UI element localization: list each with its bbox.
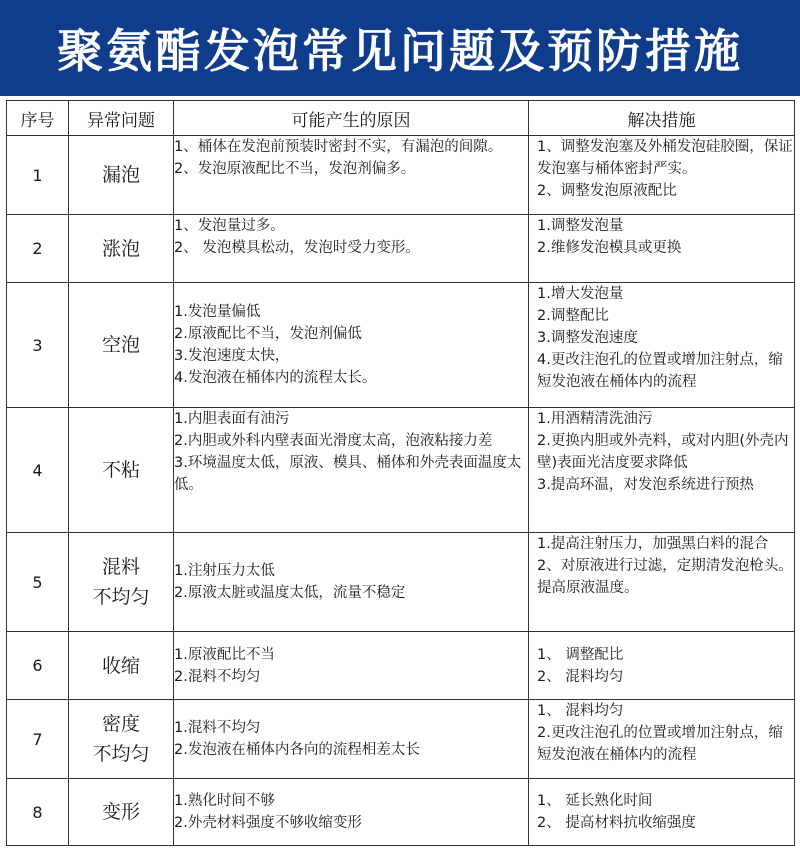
table-row [7, 283, 795, 408]
cause-item: 2、发泡原液配比不当，发泡剂偏多。 [174, 161, 416, 177]
fix-item: 1、调整发泡塞及外桶发泡硅胶圈，保证发泡塞与桶体密封严实。 [537, 139, 793, 177]
cause-cell [174, 283, 529, 408]
row-number: 4 [7, 408, 69, 533]
cause-item: 4.发泡液在桶体内的流程太长。 [174, 370, 377, 386]
fix-cell [529, 283, 795, 408]
title-banner [0, 0, 800, 96]
header-no: 序号 [7, 101, 69, 136]
fix-item: 2、 混料均匀 [537, 668, 624, 685]
table-row [7, 779, 795, 846]
issue-name [69, 408, 174, 533]
cause-item: 2、 发泡模具松动，发泡时受力变形。 [174, 240, 420, 256]
cause-item: 2.外壳材料强度不够收缩变形 [174, 815, 362, 831]
issue-label: 空泡 [101, 334, 140, 356]
table-row [7, 136, 795, 215]
fix-item: 1.增大发泡量 [537, 286, 624, 302]
fix-item: 2、对原液进行过滤，定期清发泡枪头。提高原液温度。 [537, 558, 793, 596]
cause-item: 2.发泡液在桶体内各向的流程相差太长 [174, 742, 420, 758]
issue-label: 不均匀 [92, 586, 150, 608]
fix-item: 1.提高注射压力，加强黑白料的混合 [537, 536, 769, 552]
cause-cell [174, 136, 529, 215]
fix-item: 2、 提高材料抗收缩强度 [537, 815, 696, 831]
header-cause: 可能产生的原因 [174, 101, 529, 136]
fix-item: 4.更改注泡孔的位置或增加注射点，缩短发泡液在桶体内的流程 [537, 352, 783, 390]
issue-name [69, 283, 174, 408]
issue-name [69, 779, 174, 846]
fix-cell [529, 533, 795, 632]
row-number: 8 [7, 779, 69, 846]
issue-label: 变形 [101, 801, 140, 823]
issue-label: 不粘 [101, 459, 140, 481]
cause-item: 1.混料不均匀 [174, 720, 261, 736]
row-number: 6 [7, 632, 69, 700]
fix-item: 1.用酒精清洗油污 [537, 411, 653, 427]
cause-item: 3.环境温度太低，原液、模具、桶体和外壳表面温度太低。 [174, 455, 522, 493]
cause-item: 2.原液太脏或温度太低，流量不稳定 [174, 585, 406, 601]
fix-cell [529, 779, 795, 846]
table-row [7, 408, 795, 533]
cause-cell [174, 408, 529, 533]
issue-label: 混料 [101, 556, 140, 578]
fix-item: 2.更换内胆或外壳料，或对内胆(外壳内壁)表面光洁度要求降低 [537, 433, 789, 471]
cause-item: 1、桶体在发泡前预装时密封不实，有漏泡的间隙。 [174, 139, 503, 155]
fix-item: 1、 调整配比 [537, 646, 624, 663]
problem-table [6, 100, 795, 846]
table-row [7, 700, 795, 779]
cause-item: 1.发泡量偏低 [174, 304, 261, 320]
row-number: 1 [7, 136, 69, 215]
fix-item: 2.调整配比 [537, 308, 609, 324]
fix-item: 1.调整发泡量 [537, 218, 624, 234]
cause-cell [174, 632, 529, 700]
fix-cell [529, 215, 795, 283]
cause-item: 2.原液配比不当，发泡剂偏低 [174, 326, 362, 342]
fix-item: 2、调整发泡原液配比 [537, 183, 677, 199]
header-issue: 异常问题 [69, 101, 174, 136]
issue-label: 漏泡 [101, 164, 140, 186]
header-fix: 解决措施 [529, 101, 795, 136]
row-number: 7 [7, 700, 69, 779]
fix-item: 1、 混料均匀 [537, 703, 624, 719]
fix-item: 2.更改注泡孔的位置或增加注射点，缩短发泡液在桶体内的流程 [537, 725, 783, 763]
table-row [7, 533, 795, 632]
cause-item: 2.内胆或外科内壁表面光滑度太高，泡液粘接力差 [174, 433, 493, 449]
cause-item: 1.注射压力太低 [174, 563, 275, 579]
fix-cell [529, 136, 795, 215]
cause-item: 1.熟化时间不够 [174, 793, 275, 809]
cause-cell [174, 215, 529, 283]
issue-name [69, 533, 174, 632]
table-row [7, 215, 795, 283]
issue-label: 涨泡 [101, 237, 140, 260]
issue-label: 密度 [101, 713, 140, 735]
cause-item: 1.内胆表面有油污 [174, 411, 290, 427]
issue-label: 不均匀 [92, 743, 150, 765]
fix-cell [529, 632, 795, 700]
issue-name [69, 632, 174, 700]
table-row [7, 632, 795, 700]
table-header-row [7, 101, 795, 136]
page-title: 聚氨酯发泡常见问题及预防措施 [57, 24, 743, 78]
issue-name [69, 700, 174, 779]
fix-cell [529, 700, 795, 779]
issue-label: 收缩 [101, 654, 140, 677]
cause-cell [174, 700, 529, 779]
issue-name [69, 215, 174, 283]
cause-cell [174, 533, 529, 632]
row-number: 2 [7, 215, 69, 283]
fix-item: 2.维修发泡模具或更换 [537, 240, 682, 256]
row-number: 3 [7, 283, 69, 408]
cause-item: 3.发泡速度太快， [174, 348, 290, 364]
fix-item: 3.提高环温，对发泡系统进行预热 [537, 477, 754, 493]
fix-item: 3.调整发泡速度 [537, 330, 638, 346]
issue-name [69, 136, 174, 215]
cause-item: 1、发泡量过多。 [174, 218, 285, 234]
fix-item: 1、 延长熟化时间 [537, 793, 653, 809]
fix-cell [529, 408, 795, 533]
row-number: 5 [7, 533, 69, 632]
cause-item: 1.原液配比不当 [174, 646, 275, 663]
cause-cell [174, 779, 529, 846]
cause-item: 2.混料不均匀 [174, 668, 261, 685]
